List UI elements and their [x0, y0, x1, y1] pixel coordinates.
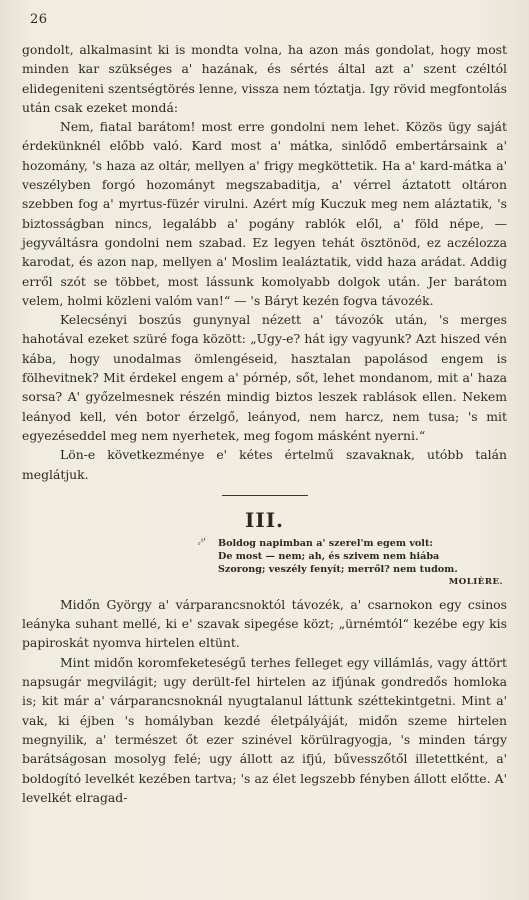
section-divider	[222, 495, 308, 496]
paragraph: Nem, fiatal barátom! most erre gondolni nem lehet. Közös ügy saját érdekünknél előbb való. Kard most a' mátka, sinlődő embertársaink a' hozomány, 's haza az oltár, mellyen a' frigy megköttetik. Ha a' kard-mátka a' veszélyben forgó hozományt megszabaditja, a' vérrel áztatott oltáron szebben fog a' myrtus-füzér virulni. Azért míg Kuczuk meg nem aláztatik, 's biztosságban nincs, legalább a' pogány rablók elől, a' föld népe, — jegyváltásra gondolni nem szabad. Ez legyen tehát ösztönöd, ez aczélozza karodat, és azon nap, mellyen a' Moslim lealáztatik, vidd haza arádat. Addig erről szót se többet, most lássunk komolyabb dolgok után. Jer barátom velem, holmi közleni valóm van!“ — 's Báryt kezén fogva távozék.	[22, 119, 507, 308]
epigraph-line: De most — nem; ah, és szivem nem hiába	[218, 550, 440, 562]
text-block	[22, 40, 507, 807]
chapter-heading: III.	[244, 507, 285, 532]
paragraph: Midőn György a' várparancsnoktól távozék, a' csarnokon egy csinos leányka suhant mellé, ki e' szavak sipegése közt; „ürnémtól“ kezébe egy kis papiroskát nyomva hirtelen eltünt.	[22, 596, 507, 651]
epigraph-author: MOLIÈRE.	[448, 576, 503, 587]
epigraph-line: Szorong; veszély fenyít; merről? nem tudom.	[218, 563, 458, 575]
epigraph-mark: ᵣᵗ'	[198, 537, 206, 548]
epigraph	[22, 537, 507, 589]
epigraph-line: Boldog napimban a' szerel'm egem volt:	[218, 537, 433, 549]
paragraph: gondolt, alkalmasint ki is mondta volna, ha azon más gondolat, hogy most minden kar szükséges a' hazának, és sértés által azt a' szent czéltól elidegeniteni szentségtörés lenne, vissza nem tóztatja. Igy rövid megfontolás után csak ezeket mondá:	[22, 42, 507, 115]
top-paragraphs	[22, 40, 507, 484]
paragraph: Kelecsényi boszús gunynyal nézett a' távozók után, 's merges hahotával ezeket szüré foga között: „Ugy-e? hát igy vagyunk? Azt hiszed vén kába, hogy unodalmas ömlengéseid, hasztalan papolásod engem is fölhevitnek? Mit érdekel engem a' pórnép, sőt, lehet mondanom, mit a' haza sorsa? A' győzelmesnek részén mindig biztos leszek rablások ellen. Nekem leányod kell, vén botor érzelgő, leányod, nem harcz, nem tusa; 's mit egyezéseddel meg nem nyerhetek, meg fogom másként nyerni.“	[22, 312, 507, 443]
paragraph: Mint midőn koromfeketeségű terhes felleget egy villámlás, vagy áttört napsugár megvilágit; ugy derült-fel hirtelen az ifjúnak gondredős homloka is; kit már a' várparancsnoknál nyugtalanul láttunk széttekintgetni. Mint a' vak, ki éjben 's homályban kezdé életpályáját, midőn szeme hirtelen megnyilik, a' természet őt ezer szinével körülragyogja, 's minden tárgy barátságosan mosolyg felé; ugy állott az ifjú, bűvesszőtől illetettként, a' boldogító levelkét kezében tartva; 's az élet legszebb fényben állott előtte. A' levelkét elragad-	[22, 654, 507, 805]
paragraph: Lön-e következménye e' kétes értelmű szavaknak, utóbb talán meglátjuk.	[22, 447, 507, 482]
page-number: 26	[30, 12, 48, 27]
bottom-paragraphs	[22, 595, 507, 807]
